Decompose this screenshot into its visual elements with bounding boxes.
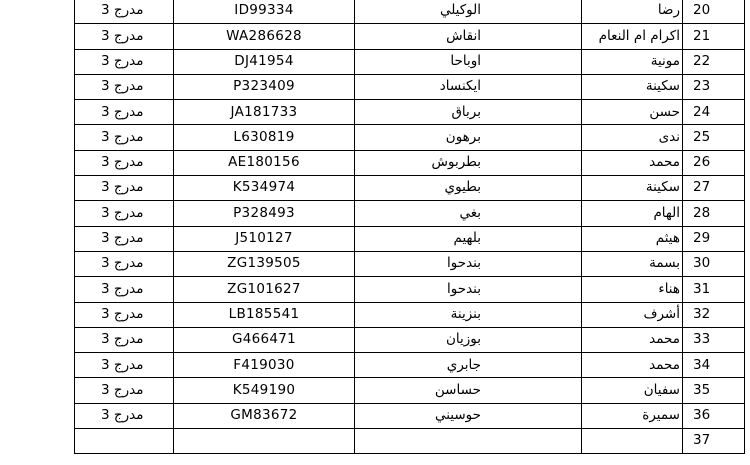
first-name-cell — [582, 277, 683, 302]
last-name-text: حساسن — [434, 381, 481, 398]
row-number-text: 30 — [693, 255, 711, 272]
first-name-cell — [582, 429, 683, 454]
id-number-text: F419030 — [233, 356, 295, 373]
last-name-text: الوكيلي — [439, 2, 481, 19]
first-name-cell — [582, 353, 683, 378]
last-name-cell — [355, 49, 582, 74]
row-number-text: 28 — [693, 204, 711, 221]
id-number-cell — [174, 429, 355, 454]
row-number-text: 27 — [693, 179, 711, 196]
last-name-text: بنزينة — [450, 305, 481, 322]
room-text: مدرج 3 — [101, 356, 144, 373]
table-row — [75, 251, 745, 276]
first-name-cell — [582, 302, 683, 327]
room-cell — [75, 150, 174, 175]
first-name-text: هناء — [658, 280, 680, 297]
first-name-text: مونية — [650, 52, 680, 69]
last-name-text: حوسيني — [434, 407, 481, 424]
first-name-cell — [582, 327, 683, 352]
id-number-text: G466471 — [231, 331, 297, 348]
id-number-cell — [174, 226, 355, 251]
row-number-cell — [683, 403, 745, 428]
id-number-text: P328493 — [233, 204, 295, 221]
id-number-cell — [174, 49, 355, 74]
last-name-text: برباق — [451, 103, 481, 120]
room-text: مدرج 3 — [101, 381, 144, 398]
table-row — [75, 353, 745, 378]
first-name-cell — [582, 74, 683, 99]
first-name-cell — [582, 24, 683, 49]
last-name-text: بلهيم — [453, 230, 481, 247]
room-text: مدرج 3 — [101, 331, 144, 348]
first-name-text: سكينة — [645, 78, 680, 95]
row-number-cell — [683, 327, 745, 352]
row-number-cell — [683, 251, 745, 276]
id-number-cell — [174, 125, 355, 150]
row-number-cell — [683, 49, 745, 74]
row-number-text: 32 — [693, 305, 711, 322]
first-name-text: محمد — [649, 356, 680, 373]
row-number-cell — [683, 100, 745, 125]
row-number-text: 25 — [693, 128, 711, 145]
last-name-text: بطيوي — [444, 179, 481, 196]
row-number-cell — [683, 125, 745, 150]
row-number-text: 26 — [693, 154, 711, 171]
first-name-cell — [582, 201, 683, 226]
table-row — [75, 24, 745, 49]
room-cell — [75, 226, 174, 251]
last-name-text: بطربوش — [431, 154, 481, 171]
row-number-text: 31 — [693, 280, 711, 297]
last-name-cell — [355, 24, 582, 49]
room-text: مدرج 3 — [101, 305, 144, 322]
table-row — [75, 378, 745, 403]
first-name-cell — [582, 100, 683, 125]
id-number-cell — [174, 251, 355, 276]
roster-body — [75, 0, 745, 454]
room-text: مدرج 3 — [101, 52, 144, 69]
id-number-text: LB185541 — [228, 305, 300, 322]
row-number-cell — [683, 302, 745, 327]
room-cell — [75, 403, 174, 428]
id-number-cell — [174, 74, 355, 99]
table-row — [75, 429, 745, 454]
row-number-text: 37 — [693, 432, 711, 449]
row-number-text: 34 — [693, 356, 711, 373]
table-row — [75, 74, 745, 99]
room-cell — [75, 302, 174, 327]
last-name-cell — [355, 176, 582, 201]
row-number-text: 36 — [693, 407, 711, 424]
student-roster-table — [74, 0, 745, 454]
room-text: مدرج 3 — [101, 204, 144, 221]
last-name-text: بندحوا — [447, 255, 481, 272]
last-name-cell — [355, 327, 582, 352]
last-name-text: اوباحا — [450, 52, 481, 69]
room-cell — [75, 49, 174, 74]
last-name-text: بندحوا — [447, 280, 481, 297]
room-text: مدرج 3 — [101, 78, 144, 95]
id-number-cell — [174, 0, 355, 24]
first-name-text: أشرف — [643, 305, 680, 322]
first-name-text: اكرام ام النعام — [598, 27, 680, 44]
last-name-cell — [355, 302, 582, 327]
first-name-cell — [582, 125, 683, 150]
room-text: مدرج 3 — [101, 179, 144, 196]
last-name-cell — [355, 150, 582, 175]
last-name-text: جابري — [446, 356, 481, 373]
last-name-cell — [355, 226, 582, 251]
last-name-cell — [355, 74, 582, 99]
row-number-cell — [683, 176, 745, 201]
row-number-text: 23 — [693, 78, 711, 95]
id-number-text: P323409 — [233, 78, 295, 95]
table-row — [75, 302, 745, 327]
room-cell — [75, 429, 174, 454]
room-text: مدرج 3 — [101, 280, 144, 297]
row-number-text: 24 — [693, 103, 711, 120]
last-name-text: انقاش — [446, 27, 481, 44]
first-name-text: سميرة — [642, 407, 680, 424]
last-name-cell — [355, 429, 582, 454]
row-number-cell — [683, 150, 745, 175]
room-text: مدرج 3 — [101, 255, 144, 272]
id-number-cell — [174, 302, 355, 327]
last-name-cell — [355, 125, 582, 150]
id-number-cell — [174, 176, 355, 201]
first-name-cell — [582, 150, 683, 175]
id-number-cell — [174, 277, 355, 302]
first-name-text: رضا — [657, 2, 680, 19]
room-cell — [75, 277, 174, 302]
last-name-cell — [355, 100, 582, 125]
room-cell — [75, 74, 174, 99]
first-name-cell — [582, 226, 683, 251]
room-text: مدرج 3 — [101, 154, 144, 171]
id-number-cell — [174, 150, 355, 175]
id-number-text: K534974 — [232, 179, 296, 196]
first-name-text: بسمة — [649, 255, 680, 272]
first-name-cell — [582, 403, 683, 428]
row-number-cell — [683, 226, 745, 251]
first-name-cell — [582, 176, 683, 201]
row-number-text: 22 — [693, 52, 711, 69]
id-number-cell — [174, 403, 355, 428]
last-name-cell — [355, 378, 582, 403]
room-cell — [75, 201, 174, 226]
row-number-text: 20 — [693, 2, 711, 19]
room-text: مدرج 3 — [101, 27, 144, 44]
row-number-cell — [683, 0, 745, 24]
id-number-cell — [174, 100, 355, 125]
first-name-text: محمد — [649, 154, 680, 171]
first-name-cell — [582, 251, 683, 276]
room-cell — [75, 353, 174, 378]
room-cell — [75, 0, 174, 24]
id-number-text: J510127 — [235, 230, 293, 247]
id-number-text: K549190 — [232, 381, 296, 398]
table-row — [75, 100, 745, 125]
room-cell — [75, 176, 174, 201]
row-number-text: 33 — [693, 331, 711, 348]
room-cell — [75, 100, 174, 125]
row-number-cell — [683, 74, 745, 99]
row-number-cell — [683, 378, 745, 403]
id-number-cell — [174, 378, 355, 403]
id-number-text: WA286628 — [226, 27, 302, 44]
room-cell — [75, 251, 174, 276]
room-cell — [75, 24, 174, 49]
first-name-text: سكينة — [645, 179, 680, 196]
id-number-text: JA181733 — [230, 103, 298, 120]
first-name-text: هيثم — [655, 230, 680, 247]
row-number-text: 21 — [693, 27, 711, 44]
last-name-text: بغي — [459, 204, 481, 221]
first-name-cell — [582, 378, 683, 403]
last-name-cell — [355, 353, 582, 378]
last-name-cell — [355, 251, 582, 276]
last-name-cell — [355, 403, 582, 428]
id-number-text: ZG101627 — [227, 280, 301, 297]
id-number-text: L630819 — [233, 128, 295, 145]
table-row — [75, 403, 745, 428]
table-row — [75, 327, 745, 352]
room-text: مدرج 3 — [101, 2, 144, 19]
table-row — [75, 125, 745, 150]
last-name-cell — [355, 201, 582, 226]
table-row — [75, 150, 745, 175]
first-name-text: سفيان — [643, 381, 680, 398]
id-number-text: DJ41954 — [234, 52, 294, 69]
id-number-cell — [174, 24, 355, 49]
last-name-cell — [355, 277, 582, 302]
last-name-text: بوزيان — [445, 331, 481, 348]
table-row — [75, 49, 745, 74]
id-number-cell — [174, 201, 355, 226]
first-name-cell — [582, 0, 683, 24]
table-row — [75, 201, 745, 226]
table-row — [75, 277, 745, 302]
last-name-text: ايكنساد — [439, 78, 481, 95]
last-name-text: برهون — [445, 128, 481, 145]
room-text: مدرج 3 — [101, 103, 144, 120]
table-row — [75, 0, 745, 24]
row-number-cell — [683, 353, 745, 378]
id-number-cell — [174, 327, 355, 352]
id-number-text: GM83672 — [230, 407, 298, 424]
first-name-text: ندى — [658, 128, 680, 145]
room-text: مدرج 3 — [101, 407, 144, 424]
row-number-cell — [683, 24, 745, 49]
room-text: مدرج 3 — [101, 128, 144, 145]
first-name-text: حسن — [649, 103, 680, 120]
row-number-cell — [683, 277, 745, 302]
row-number-cell — [683, 201, 745, 226]
room-cell — [75, 378, 174, 403]
room-text: مدرج 3 — [101, 230, 144, 247]
id-number-text: ID99334 — [234, 2, 294, 19]
row-number-text: 35 — [693, 381, 711, 398]
first-name-text: الهام — [653, 204, 680, 221]
row-number-cell — [683, 429, 745, 454]
row-number-text: 29 — [693, 230, 711, 247]
id-number-text: AE180156 — [228, 154, 300, 171]
room-cell — [75, 327, 174, 352]
first-name-cell — [582, 49, 683, 74]
first-name-text: محمد — [649, 331, 680, 348]
table-row — [75, 226, 745, 251]
room-cell — [75, 125, 174, 150]
last-name-cell — [355, 0, 582, 24]
id-number-cell — [174, 353, 355, 378]
id-number-text: ZG139505 — [227, 255, 301, 272]
table-row — [75, 176, 745, 201]
